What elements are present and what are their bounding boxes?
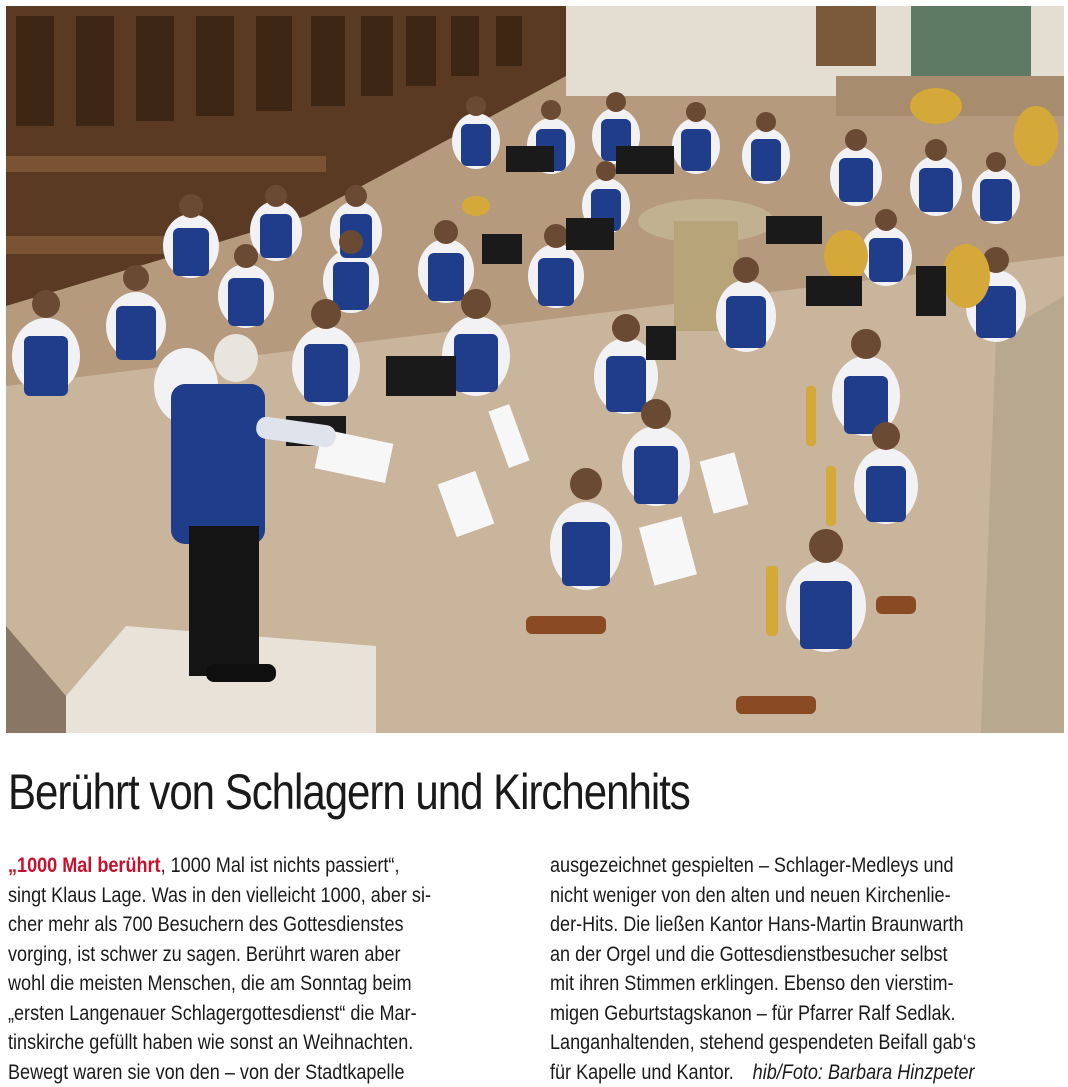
lead-quote: „1000 Mal berührt <box>8 854 161 877</box>
body-line <box>8 851 455 881</box>
body-line: migen Geburtstagskanon – für Pfarrer Ralf Sedlak. <box>550 999 993 1029</box>
body-line: cher mehr als 700 Besuchern des Gottesdienstes <box>8 910 455 940</box>
article-photo <box>6 6 1064 733</box>
body-line: wohl die meisten Menschen, die am Sonntag beim <box>8 969 455 999</box>
article-body-left <box>8 851 528 1087</box>
body-line: Langanhaltenden, stehend gespendeten Beifall gab‘s <box>550 1028 993 1058</box>
lead-rest: , 1000 Mal ist nichts passiert“, <box>161 854 400 877</box>
article-headline: Berührt von Schlagern und Kirchenhits <box>8 762 890 822</box>
body-line: ausgezeichnet gespielten – Schlager-Medleys und <box>550 851 993 881</box>
body-line: an der Orgel und die Gottesdienstbesucher selbst <box>550 940 993 970</box>
body-line: singt Klaus Lage. Was in den vielleicht 1000, aber si- <box>8 881 455 911</box>
body-line: „ersten Langenauer Schlagergottesdienst“ die Mar- <box>8 999 455 1029</box>
body-line: vorging, ist schwer zu sagen. Berührt waren aber <box>8 940 455 970</box>
closing-text: für Kapelle und Kantor. <box>550 1061 734 1084</box>
body-line: tinskirche gefüllt haben wie sonst an Weihnachten. <box>8 1028 455 1058</box>
body-line: Bewegt waren sie von den – von der Stadtkapelle <box>8 1058 455 1087</box>
body-line: nicht weniger von den alten und neuen Kirchenlie- <box>550 881 993 911</box>
body-line: der-Hits. Die ließen Kantor Hans-Martin Braunwarth <box>550 910 993 940</box>
band-concert-photo <box>6 6 1064 733</box>
article-body-right <box>550 851 1065 1087</box>
body-line: mit ihren Stimmen erklingen. Ebenso den vierstim- <box>550 969 993 999</box>
photo-credit: hib/Foto: Barbara Hinzpeter <box>753 1061 975 1084</box>
